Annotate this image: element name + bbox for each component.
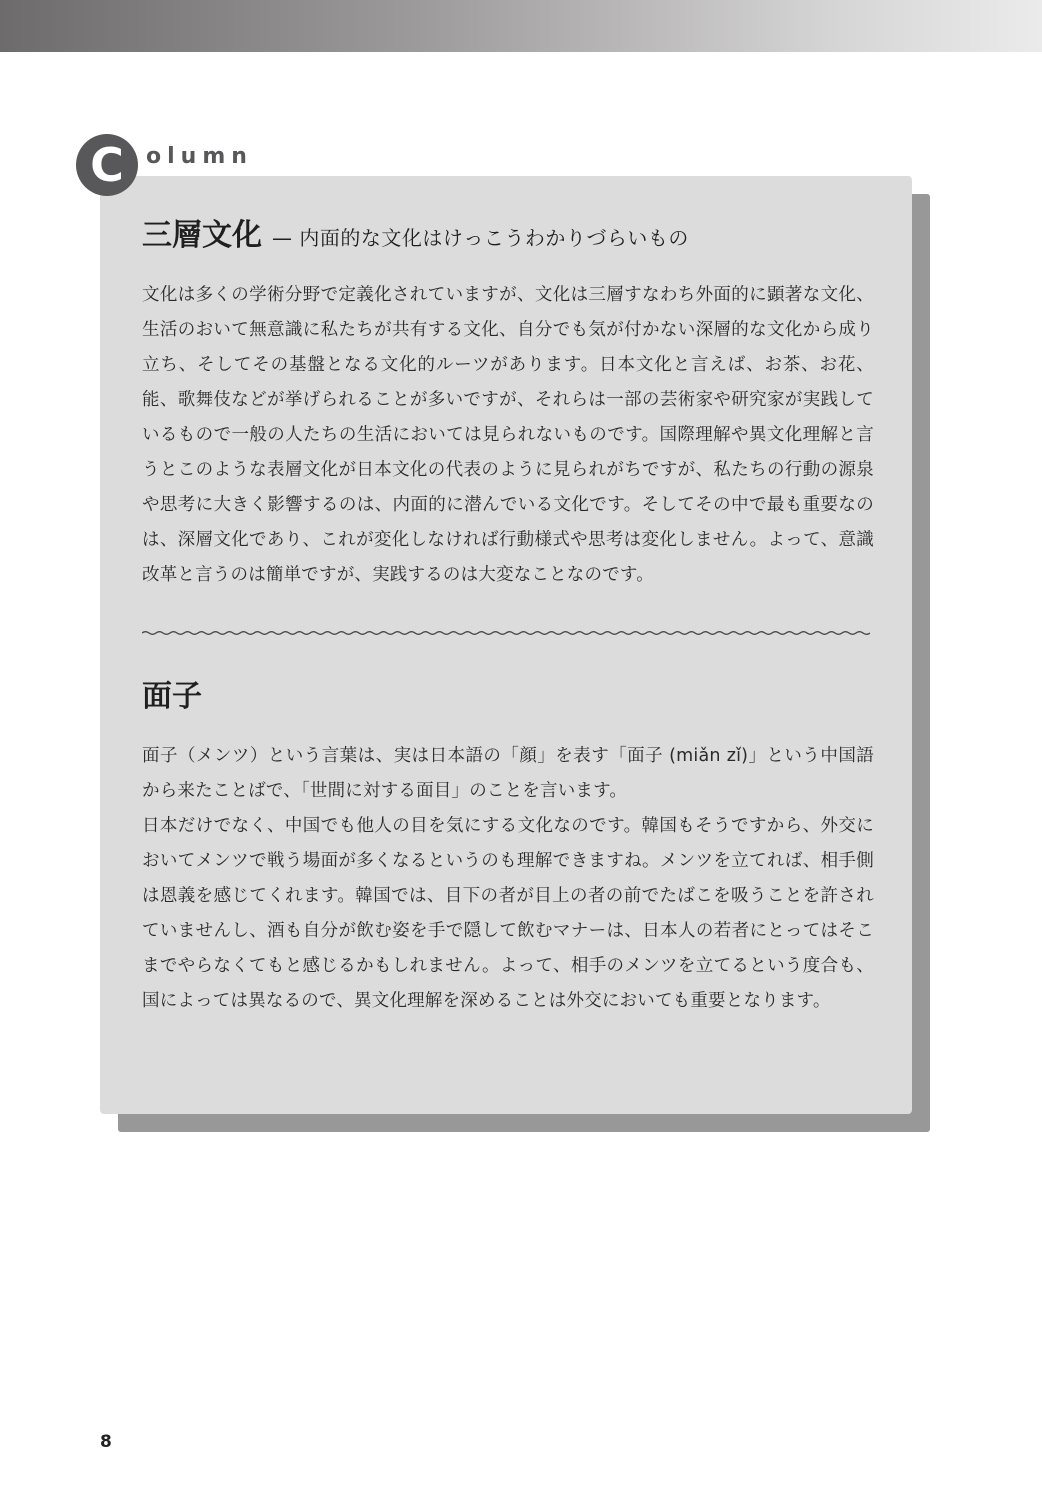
section-2-title: 面子 [142,679,202,714]
column-box [100,176,912,1114]
wavy-divider [142,627,870,639]
section-1-subtitle: — 内面的な文化はけっこうわかりづらいもの [272,226,689,250]
section-2-body-paragraph-2: 日本だけでなく、中国でも他人の目を気にする文化なのです。韓国もそうですから、外交においてメンツで戦う場面が多くなるというのも理解できますね。メンツを立てれば、相手側は恩義を感じてくれます。韓国では、目下の者が目上の者の前でたばこを吸うことを許されていませんし、酒も自分が飲む姿を手で隠して飲むマナーは、日本人の若者にとってはそこまでやらなくてもと感じるかもしれません。よって、相手のメンツを立てるという度合も、国によっては異なるので、異文化理解を深めることは外交においても重要となります。 [142,816,874,1011]
section-1-title: 三層文化 [142,218,262,253]
page-number: 8 [100,1432,112,1452]
section-1-heading [142,216,874,258]
column-content [142,216,874,1019]
column-badge-label: olumn [146,144,253,169]
top-header-band [0,0,1042,52]
section-1-body: 文化は多くの学術分野で定義化されていますが、文化は三層すなわち外面的に顕著な文化、生活のおいて無意識に私たちが共有する文化、自分でも気が付かない深層的な文化から成り立ち、そしてその基盤となる文化的ルーツがあります。日本文化と言えば、お茶、お花、能、歌舞伎などが挙げられることが多いですが、それらは一部の芸術家や研究家が実践しているもので一般の人たちの生活においては見られないものです。国際理解や異文化理解と言うとこのような表層文化が日本文化の代表のように見られがちですが、私たちの行動の源泉や思考に大きく影響するのは、内面的に潜んでいる文化です。そしてその中で最も重要なのは、深層文化であり、これが変化しなければ行動様式や思考は変化しません。よって、意識改革と言うのは簡単ですが、実践するのは大変なことなのです。 [142,285,874,585]
section-2-body-paragraph-1: 面子（メンツ）という言葉は、実は日本語の「顔」を表す「面子 (miǎn zǐ)」という中国語から来たことばで、「世間に対する面目」のことを言います。 [142,746,874,801]
column-badge-circle: C [76,134,138,196]
